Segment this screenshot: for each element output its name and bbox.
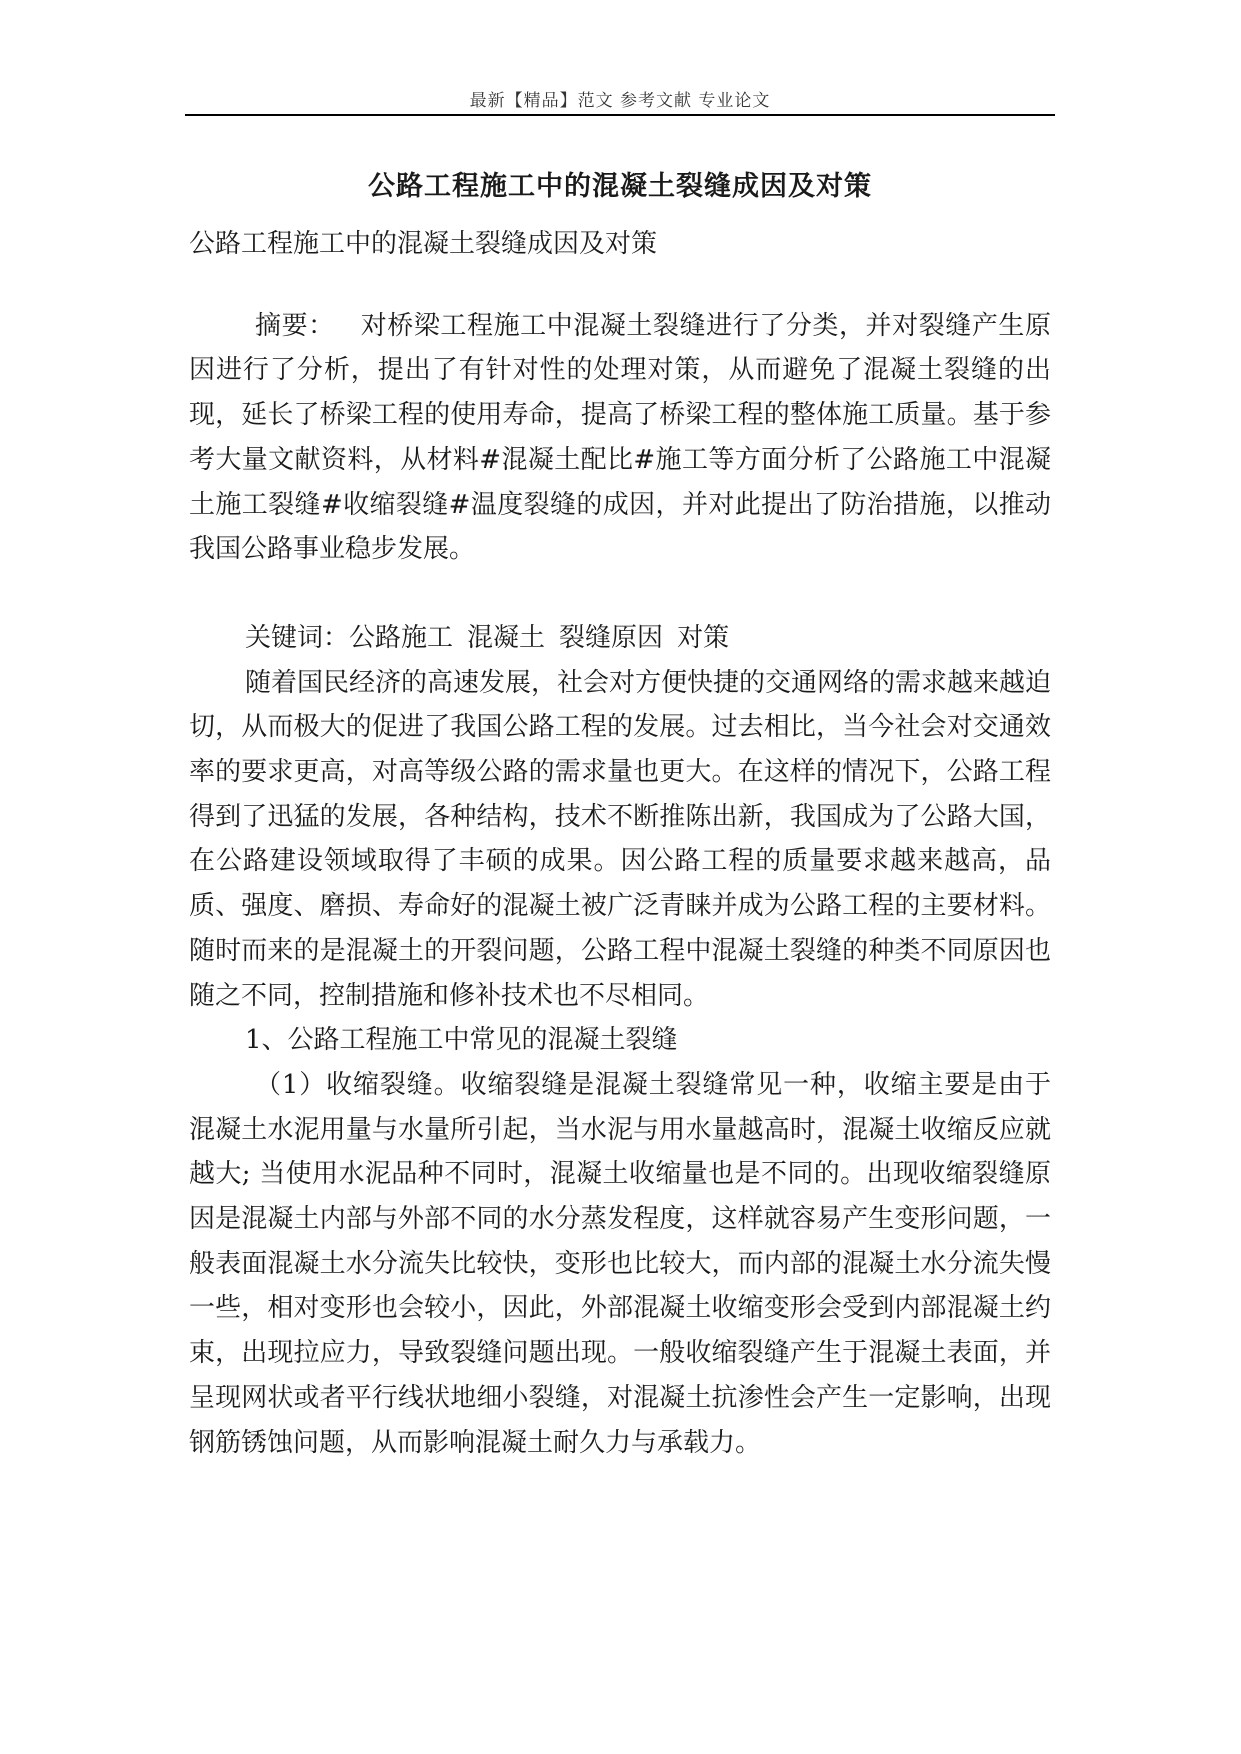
keyword-item: 混凝土 bbox=[467, 622, 546, 653]
abstract-paragraph bbox=[189, 304, 1051, 572]
section-1-heading: 1、公路工程施工中常见的混凝土裂缝 bbox=[245, 1025, 678, 1056]
keyword-item: 公路施工 bbox=[349, 622, 454, 653]
page-header: 最新【精品】范文 参考文献 专业论文 bbox=[469, 91, 771, 111]
abstract-label: 摘要： bbox=[255, 310, 335, 341]
header-divider bbox=[185, 114, 1055, 116]
document-subtitle: 公路工程施工中的混凝土裂缝成因及对策 bbox=[189, 229, 658, 259]
abstract-text: 对桥梁工程施工中混凝土裂缝进行了分类，并对裂缝产生原因进行了分析，提出了有针对性的处理对策，从而避免了混凝土裂缝的出现，延长了桥梁工程的使用寿命，提高了桥梁工程的整体施工质量。基于参考大量文献资料，从材料#混凝土配比#施工等方面分析了公路施工中混凝土施工裂缝#收缩裂缝#温度裂缝的成因，并对此提出了防治措施，以推动我国公路事业稳步发展。 bbox=[189, 310, 1051, 565]
section-1-paragraph: （1）收缩裂缝。收缩裂缝是混凝土裂缝常见一种，收缩主要是由于混凝土水泥用量与水量所引起，当水泥与用水量越高时，混凝土收缩反应就越大; 当使用水泥品种不同时，混凝土收缩量也是不同的。出现收缩裂缝原因是混凝土内部与外部不同的水分蒸发程度，这样就容易产生变形问题，一般表面混凝土水分流失比较快，变形也比较大，而内部的混凝土水分流失慢一些，相对变形也会较小，因此，外部混凝土收缩变形会受到内部混凝土约束，出现拉应力，导致裂缝问题出现。一般收缩裂缝产生于混凝土表面，并呈现网状或者平行线状地细小裂缝，对混凝土抗渗性会产生一定影响，出现钢筋锈蚀问题，从而影响混凝土耐久力与承载力。 bbox=[189, 1069, 1051, 1458]
intro-paragraph: 随着国民经济的高速发展，社会对方便快捷的交通网络的需求越来越迫切，从而极大的促进了我国公路工程的发展。过去相比，当今社会对交通效率的要求更高，对高等级公路的需求量也更大。在这样的情况下，公路工程得到了迅猛的发展，各种结构，技术不断推陈出新，我国成为了公路大国，在公路建设领域取得了丰硕的成果。因公路工程的质量要求越来越高，品质、强度、磨损、寿命好的混凝土被广泛青睐并成为公路工程的主要材料。随时而来的是混凝土的开裂问题，公路工程中混凝土裂缝的种类不同原因也随之不同，控制措施和修补技术也不尽相同。 bbox=[189, 667, 1052, 1011]
keyword-item: 裂缝原因 bbox=[559, 622, 664, 653]
keyword-item: 对策 bbox=[677, 622, 730, 653]
document-body bbox=[189, 222, 1051, 1465]
keywords-line bbox=[189, 616, 1051, 661]
keywords-label: 关键词： bbox=[245, 622, 350, 653]
document-title: 公路工程施工中的混凝土裂缝成因及对策 bbox=[368, 171, 872, 202]
